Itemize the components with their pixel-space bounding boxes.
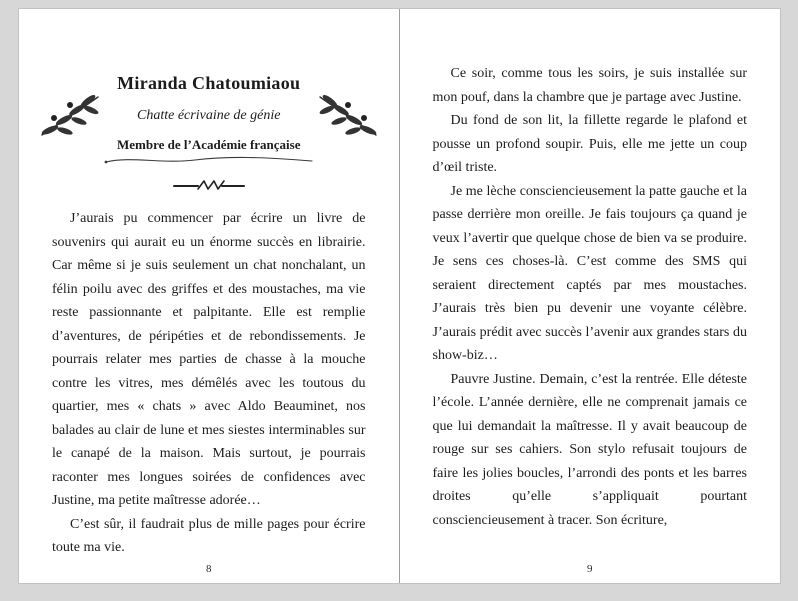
chapter-membership: Membre de l’Académie française	[116, 137, 301, 152]
right-page-text	[433, 9, 748, 532]
olive-branch-right-icon	[316, 91, 382, 141]
chapter-header	[52, 73, 366, 192]
olive-branch-left-icon	[36, 91, 102, 141]
paragraph: Pauvre Justine. Demain, c’est la rentrée. Elle déteste l’école. L’année dernière, elle ne comprenait jamais ce que lui demandait la maîtresse. Il y avait beaucoup de rouge sur ses cahiers. Son stylo refusait toujours de faire les jolies boucles, l’arrondi des ponts et les barres droites qu’elle s’appliquait pourtant consciencieusement à tracer. Son écriture,	[432, 371, 747, 528]
page-number-right: 9	[587, 563, 593, 575]
paragraph: Ce soir, comme tous les soirs, je suis installée sur mon pouf, dans la chambre que je partage avec Justine.	[432, 66, 747, 105]
book-spread	[18, 8, 781, 584]
left-page	[19, 9, 400, 583]
paragraph: Du fond de son lit, la fillette regarde le plafond et pousse un profond soupir. Puis, elle me jette un coup d’œil triste.	[432, 113, 747, 175]
section-squiggle-icon	[170, 178, 248, 192]
chapter-subtitle: Chatte écrivaine de génie	[137, 108, 281, 123]
paragraph: C’est sûr, il faudrait plus de mille pages pour écrire toute ma vie.	[52, 516, 366, 555]
page-number-left: 8	[206, 563, 212, 575]
left-page-text	[52, 207, 366, 560]
flourish-rule-icon	[103, 155, 315, 165]
paragraph: Je me lèche consciencieusement la patte gauche et la passe derrière mon oreille. Je fais toujours ça quand je veux l’avertir que quelque chose de bien va se produire. Je sens ces choses-là. C’est comme des SMS qui seraient directement captés par mes moustaches. J’aurais très bien pu devenir une voyante célèbre. J’aurais prédit avec succès l’avenir aux grandes stars du show-biz…	[432, 183, 747, 363]
right-page	[400, 9, 781, 583]
paragraph: J’aurais pu commencer par écrire un livre de souvenirs qui aurait eu un énorme succès en librairie. Car même si je suis seulement un chat nonchalant, un félin poilu avec des griffes et des moustaches, ma vie reste passionnante et palpitante. Elle est remplie d’aventures, de péripéties et de rebondissements. Je pourrais relater mes parties de chasse à la mouche contre les vitres, mes démêlés avec les toutous du quartier, mes « chats » avec Aldo Beauminet, nos balades au clair de lune et mes siestes interminables sur le canapé de la maison. Mais surtout, je pourrais raconter mes longues soirées de confidences avec Justine, ma petite maîtresse adorée…	[52, 211, 366, 508]
chapter-title: Miranda Chatoumiaou	[117, 73, 301, 93]
